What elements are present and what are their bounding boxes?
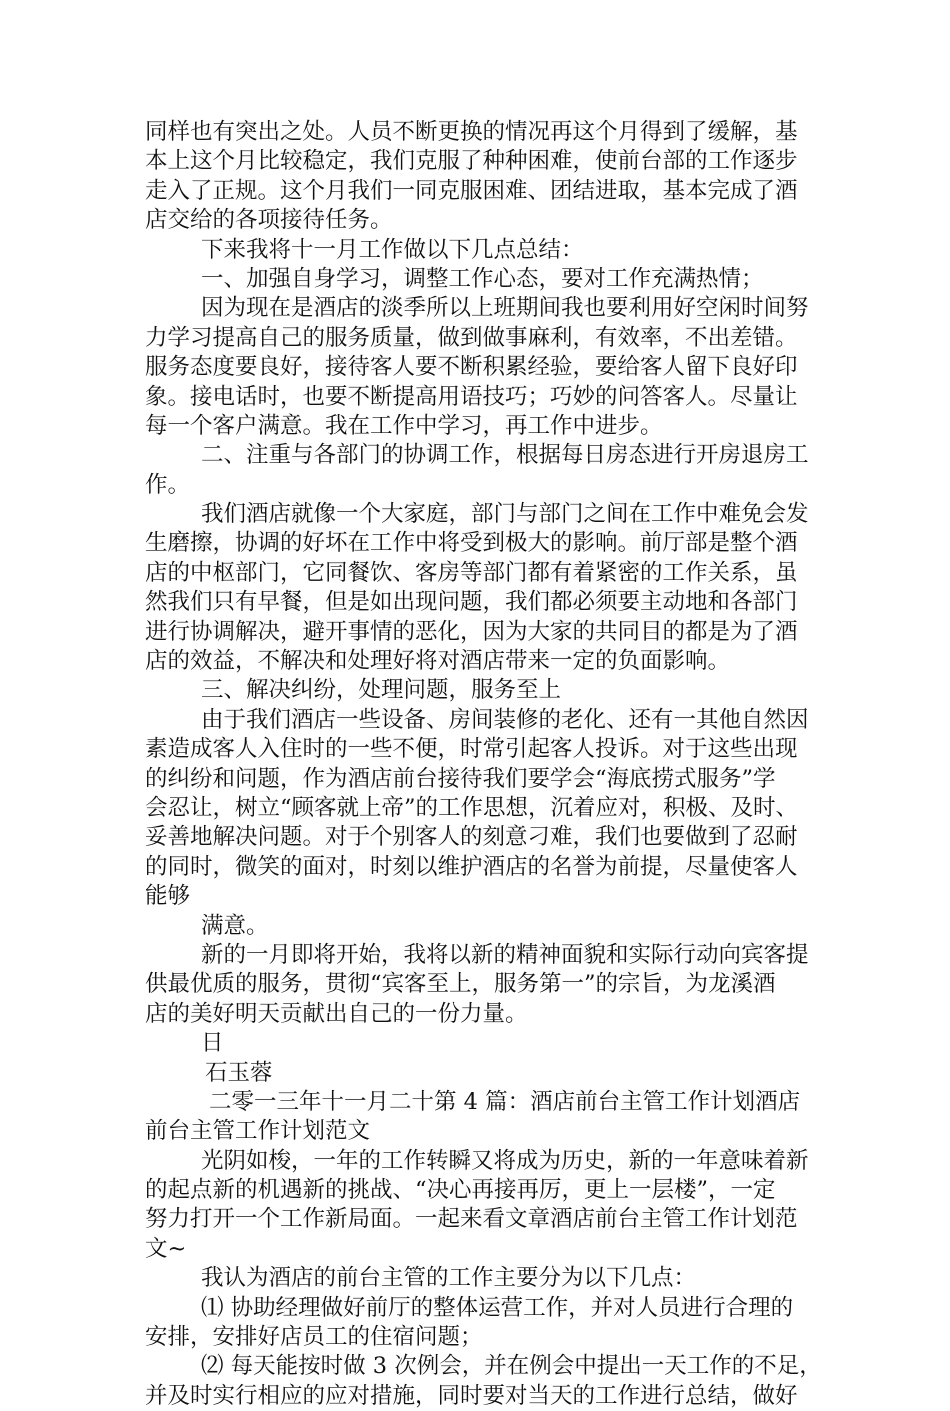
text-line: 然我们只有早餐，但是如出现问题，我们都必须要主动地和各部门 [145, 589, 798, 616]
article-title-line: 前台主管工作计划范文 [145, 1118, 371, 1145]
text-line: 进行协调解决，避开事情的恶化，因为大家的共同目的都是为了酒 [145, 618, 798, 645]
text-line: 店的中枢部门，它同餐饮、客房等部门都有着紧密的工作关系，虽 [145, 559, 798, 586]
list-item: ⑵ 每天能按时做 3 次例会，并在例会中提出一天工作的不足， [201, 1353, 822, 1380]
text-line: 并及时实行相应的应对措施，同时要对当天的工作进行总结，做好 [145, 1382, 798, 1409]
text-line: 每一个客户满意。我在工作中学习，再工作中进步。 [145, 412, 663, 439]
text-line: 努力打开一个工作新局面。一起来看文章酒店前台主管工作计划范 [145, 1206, 798, 1233]
text-line: 服务态度要良好，接待客人要不断积累经验，要给客人留下良好印 [145, 354, 798, 381]
text-line: 作。 [145, 471, 191, 498]
text-line: 店交给的各项接待任务。 [145, 207, 393, 234]
text-line: 我认为酒店的前台主管的工作主要分为以下几点： [201, 1265, 697, 1292]
text-line: 的起点新的机遇新的挑战、“决心再接再厉，更上一层楼”，一定 [145, 1177, 776, 1204]
text-line: 的同时，微笑的面对，时刻以维护酒店的名誉为前提，尽量使客人 [145, 853, 798, 880]
text-line: 走入了正规。这个月我们一同克服困难、团结进取，基本完成了酒 [145, 177, 798, 204]
section-heading: 三、解决纠纷，处理问题，服务至上 [201, 677, 562, 704]
text-line: 妥善地解决问题。对于个别客人的刻意刁难，我们也要做到了忍耐 [145, 824, 798, 851]
text-line: 象。接电话时，也要不断提高用语技巧；巧妙的问答客人。尽量让 [145, 383, 798, 410]
text-line: 我们酒店就像一个大家庭，部门与部门之间在工作中难免会发 [201, 501, 809, 528]
text-line: 因为现在是酒店的淡季所以上班期间我也要利用好空闲时间努 [201, 295, 809, 322]
date-line: 日 [201, 1030, 224, 1057]
list-item: ⑴ 协助经理做好前厅的整体运营工作，并对人员进行合理的 [201, 1294, 794, 1321]
text-line: 同样也有突出之处。人员不断更换的情况再这个月得到了缓解，基 [145, 119, 798, 145]
document-body [145, 118, 825, 1411]
section-heading: 一、加强自身学习，调整工作心态，要对工作充满热情； [201, 265, 764, 292]
text-line: 下来我将十一月工作做以下几点总结： [201, 236, 584, 263]
text-line: 素造成客人入住时的一些不便，时常引起客人投诉。对于这些出现 [145, 736, 798, 763]
section-heading: 二、注重与各部门的协调工作，根据每日房态进行开房退房工 [201, 442, 809, 469]
text-line: 文~ [145, 1235, 187, 1262]
text-line: 新的一月即将开始，我将以新的精神面貌和实际行动向宾客提 [201, 941, 809, 968]
text-line: 店的美好明天贡献出自己的一份力量。 [145, 1000, 528, 1027]
text-line: 的纠纷和问题，作为酒店前台接待我们要学会“海底捞式服务”学 [145, 765, 776, 792]
text-line: 力学习提高自己的服务质量，做到做事麻利，有效率，不出差错。 [145, 324, 798, 351]
text-line: 由于我们酒店一些设备、房间装修的老化、还有一其他自然因 [201, 706, 809, 733]
text-line: 安排，安排好店员工的住宿问题； [145, 1324, 483, 1351]
signature-name: 石玉蓉 [205, 1059, 273, 1086]
text-line: 店的效益，不解决和处理好将对酒店带来一定的负面影响。 [145, 648, 731, 675]
text-line: 光阴如梭，一年的工作转瞬又将成为历史，新的一年意味着新 [201, 1147, 809, 1174]
text-line: 满意。 [201, 912, 269, 939]
text-line: 会忍让，树立“顾客就上帝”的工作思想，沉着应对，积极、及时、 [145, 794, 799, 821]
text-line: 供最优质的服务，贯彻“宾客至上，服务第一”的宗旨，为龙溪酒 [145, 971, 776, 998]
text-line: 能够 [145, 883, 191, 910]
text-line: 本上这个月比较稳定，我们克服了种种困难，使前台部的工作逐步 [145, 148, 798, 175]
article-title-line: 二零一三年十一月二十第 4 篇：酒店前台主管工作计划酒店 [209, 1088, 801, 1115]
text-line: 生磨擦，协调的好坏在工作中将受到极大的影响。前厅部是整个酒 [145, 530, 798, 557]
